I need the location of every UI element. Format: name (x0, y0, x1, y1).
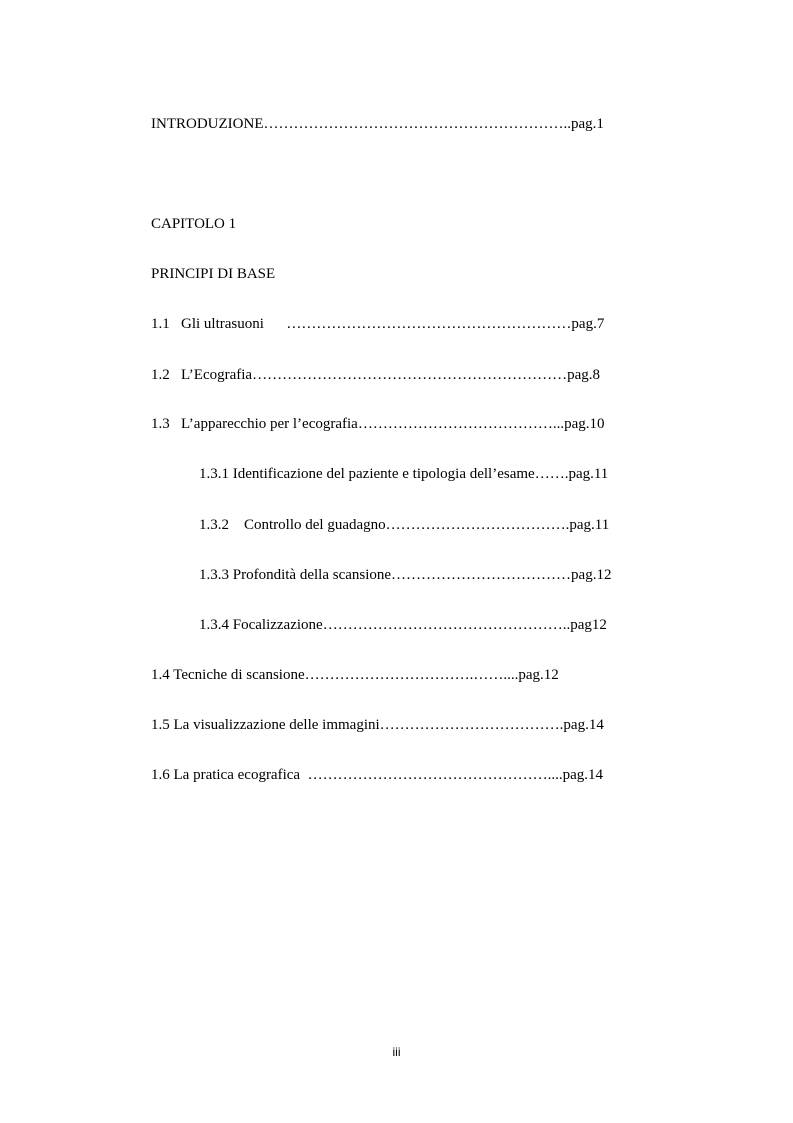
toc-entry-1-2: 1.2 L’Ecografia………………………………………………………pag.8 (151, 367, 600, 383)
toc-entry-introduzione: INTRODUZIONE……………………………………………………..pag.1 (151, 116, 604, 132)
toc-entry-1-4: 1.4 Tecniche di scansione…………………………….……....pag.12 (151, 667, 559, 683)
toc-entry-1-3-4: 1.3.4 Focalizzazione…………………………………………..pag12 (199, 617, 607, 633)
page-number: iii (392, 1045, 401, 1059)
toc-entry-1-3-3: 1.3.3 Profondità della scansione………………………………pag.12 (199, 567, 612, 583)
toc-entry-1-3-2: 1.3.2 Controllo del guadagno……………………………….pag.11 (199, 517, 610, 533)
toc-entry-1-6: 1.6 La pratica ecografica …………………………………………....pag.14 (151, 767, 603, 783)
toc-entry-1-3-1: 1.3.1 Identificazione del paziente e tipologia dell’esame…….pag.11 (199, 466, 609, 482)
toc-entry-1-5: 1.5 La visualizzazione delle immagini……………………………….pag.14 (151, 717, 604, 733)
toc-entry-1-3: 1.3 L’apparecchio per l’ecografia…………………………………...pag.10 (151, 416, 605, 432)
toc-entry-1-1: 1.1 Gli ultrasuoni …………………………………………………pag.7 (151, 316, 605, 332)
chapter-title: PRINCIPI DI BASE (151, 266, 276, 282)
chapter-heading: CAPITOLO 1 (151, 216, 237, 232)
